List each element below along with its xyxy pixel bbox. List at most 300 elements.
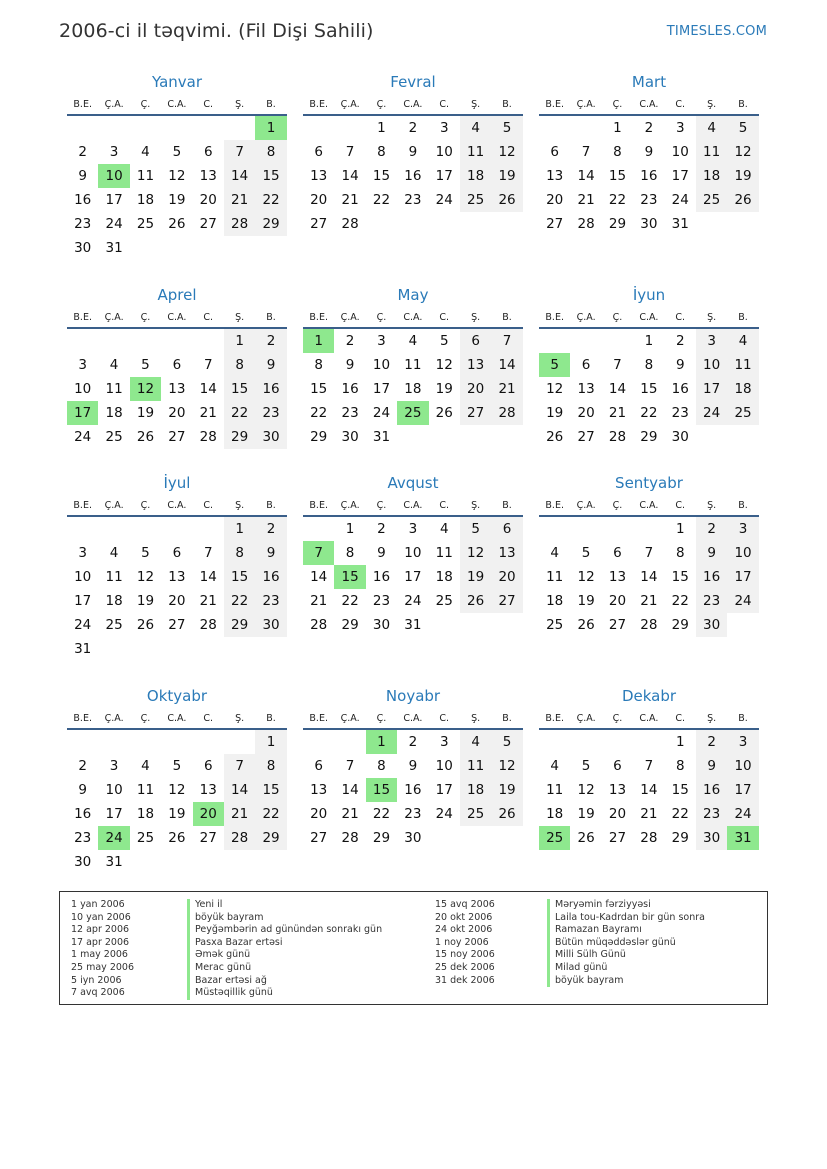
day-cell[interactable]: 26	[136, 429, 155, 445]
day-cell[interactable]: 28	[577, 216, 595, 232]
day-cell[interactable]: 1	[303, 329, 334, 353]
day-cell[interactable]: 18	[546, 806, 564, 822]
day-cell[interactable]: 7	[303, 541, 334, 565]
day-cell[interactable]: 23	[671, 405, 689, 421]
day-cell[interactable]: 24	[372, 405, 391, 421]
day-cell[interactable]: 25	[105, 429, 123, 445]
day-cell[interactable]: 31	[105, 854, 123, 870]
day-cell[interactable]: 30	[74, 240, 92, 256]
day-cell[interactable]: 23	[404, 192, 422, 208]
day-cell[interactable]: 5	[141, 357, 150, 373]
day-cell[interactable]: 23	[640, 192, 658, 208]
day-cell[interactable]: 1	[255, 116, 286, 140]
day-cell[interactable]: 20	[460, 377, 491, 401]
day-cell[interactable]: 11	[105, 381, 123, 397]
day-cell[interactable]: 30	[255, 425, 286, 449]
day-cell[interactable]: 26	[727, 188, 758, 212]
day-cell[interactable]: 27	[577, 429, 595, 445]
day-cell[interactable]: 26	[546, 429, 564, 445]
day-cell[interactable]: 10	[435, 144, 453, 160]
day-cell[interactable]: 28	[310, 617, 328, 633]
day-cell[interactable]: 31	[727, 826, 758, 850]
day-cell[interactable]: 10	[74, 381, 92, 397]
day-cell[interactable]: 9	[78, 782, 87, 798]
day-cell[interactable]: 16	[74, 806, 92, 822]
day-cell[interactable]: 27	[310, 830, 328, 846]
day-cell[interactable]: 22	[341, 593, 359, 609]
day-cell[interactable]: 18	[727, 377, 758, 401]
day-cell[interactable]: 14	[577, 168, 595, 184]
day-cell[interactable]: 19	[136, 405, 155, 421]
day-cell[interactable]: 10	[435, 758, 453, 774]
day-cell[interactable]: 30	[372, 617, 391, 633]
day-cell[interactable]: 23	[372, 593, 391, 609]
day-cell[interactable]: 25	[727, 401, 758, 425]
day-cell[interactable]: 20	[168, 593, 186, 609]
day-cell[interactable]: 8	[255, 140, 286, 164]
day-cell[interactable]: 7	[224, 140, 255, 164]
day-cell[interactable]: 31	[74, 641, 92, 657]
day-cell[interactable]: 7	[491, 329, 522, 353]
day-cell[interactable]: 17	[372, 381, 391, 397]
day-cell[interactable]: 11	[136, 782, 155, 798]
day-cell[interactable]: 5	[491, 116, 522, 140]
day-cell[interactable]: 1	[255, 730, 286, 754]
day-cell[interactable]: 4	[460, 730, 491, 754]
day-cell[interactable]: 25	[546, 617, 564, 633]
day-cell[interactable]: 5	[141, 545, 150, 561]
day-cell[interactable]: 13	[608, 569, 627, 585]
day-cell[interactable]: 22	[671, 806, 689, 822]
day-cell[interactable]: 24	[671, 192, 689, 208]
day-cell[interactable]: 30	[74, 854, 92, 870]
day-cell[interactable]: 15	[334, 565, 365, 589]
day-cell[interactable]: 4	[696, 116, 727, 140]
day-cell[interactable]: 29	[224, 425, 255, 449]
day-cell[interactable]: 31	[372, 429, 391, 445]
day-cell[interactable]: 8	[377, 758, 386, 774]
day-cell[interactable]: 28	[640, 830, 658, 846]
day-cell[interactable]: 15	[372, 168, 391, 184]
day-cell[interactable]: 18	[136, 192, 155, 208]
day-cell[interactable]: 2	[644, 120, 654, 136]
day-cell[interactable]: 18	[105, 405, 123, 421]
day-cell[interactable]: 18	[460, 778, 491, 802]
day-cell[interactable]: 25	[435, 593, 453, 609]
day-cell[interactable]: 7	[644, 758, 654, 774]
day-cell[interactable]: 3	[78, 357, 87, 373]
day-cell[interactable]: 11	[460, 754, 491, 778]
day-cell[interactable]: 27	[460, 401, 491, 425]
day-cell[interactable]: 17	[696, 377, 727, 401]
day-cell[interactable]: 13	[310, 782, 328, 798]
day-cell[interactable]: 12	[435, 357, 453, 373]
day-cell[interactable]: 22	[224, 401, 255, 425]
day-cell[interactable]: 29	[372, 830, 391, 846]
day-cell[interactable]: 1	[675, 521, 685, 537]
day-cell[interactable]: 26	[491, 802, 522, 826]
day-cell[interactable]: 1	[377, 120, 386, 136]
day-cell[interactable]: 22	[255, 188, 286, 212]
day-cell[interactable]: 11	[546, 782, 564, 798]
day-cell[interactable]: 6	[172, 545, 182, 561]
day-cell[interactable]: 12	[491, 140, 522, 164]
day-cell[interactable]: 22	[372, 192, 391, 208]
day-cell[interactable]: 14	[491, 353, 522, 377]
day-cell[interactable]: 30	[671, 429, 689, 445]
day-cell[interactable]: 26	[435, 405, 453, 421]
day-cell[interactable]: 4	[141, 758, 150, 774]
day-cell[interactable]: 11	[727, 353, 758, 377]
day-cell[interactable]: 16	[671, 381, 689, 397]
day-cell[interactable]: 14	[608, 381, 627, 397]
day-cell[interactable]: 14	[341, 168, 359, 184]
day-cell[interactable]: 4	[109, 545, 119, 561]
day-cell[interactable]: 3	[696, 329, 727, 353]
day-cell[interactable]: 24	[435, 192, 453, 208]
day-cell[interactable]: 15	[608, 168, 627, 184]
day-cell[interactable]: 27	[491, 589, 522, 613]
day-cell[interactable]: 18	[404, 381, 422, 397]
day-cell[interactable]: 27	[168, 429, 186, 445]
day-cell[interactable]: 9	[644, 144, 654, 160]
day-cell[interactable]: 11	[435, 545, 453, 561]
day-cell[interactable]: 21	[608, 405, 627, 421]
day-cell[interactable]: 4	[439, 521, 449, 537]
day-cell[interactable]: 1	[613, 120, 622, 136]
day-cell[interactable]: 23	[255, 401, 286, 425]
day-cell[interactable]: 25	[696, 188, 727, 212]
day-cell[interactable]: 4	[408, 333, 418, 349]
day-cell[interactable]: 10	[372, 357, 391, 373]
day-cell[interactable]: 23	[74, 216, 92, 232]
day-cell[interactable]: 18	[435, 569, 453, 585]
day-cell[interactable]: 16	[74, 192, 92, 208]
day-cell[interactable]: 26	[577, 617, 595, 633]
day-cell[interactable]: 2	[255, 517, 286, 541]
day-cell[interactable]: 8	[224, 541, 255, 565]
day-cell[interactable]: 22	[640, 405, 658, 421]
day-cell[interactable]: 15	[366, 778, 397, 802]
day-cell[interactable]: 2	[696, 517, 727, 541]
day-cell[interactable]: 21	[640, 806, 658, 822]
day-cell[interactable]: 16	[696, 565, 727, 589]
day-cell[interactable]: 8	[314, 357, 323, 373]
day-cell[interactable]: 10	[98, 164, 129, 188]
day-cell[interactable]: 17	[67, 401, 98, 425]
day-cell[interactable]: 13	[310, 168, 328, 184]
day-cell[interactable]: 12	[460, 541, 491, 565]
day-cell[interactable]: 16	[640, 168, 658, 184]
day-cell[interactable]: 14	[341, 782, 359, 798]
day-cell[interactable]: 29	[671, 830, 689, 846]
day-cell[interactable]: 5	[491, 730, 522, 754]
day-cell[interactable]: 9	[696, 754, 727, 778]
day-cell[interactable]: 30	[696, 826, 727, 850]
day-cell[interactable]: 3	[377, 333, 386, 349]
day-cell[interactable]: 6	[460, 329, 491, 353]
day-cell[interactable]: 27	[199, 216, 217, 232]
day-cell[interactable]: 14	[224, 164, 255, 188]
day-cell[interactable]: 21	[640, 593, 658, 609]
day-cell[interactable]: 19	[577, 593, 595, 609]
day-cell[interactable]: 9	[345, 357, 355, 373]
day-cell[interactable]: 9	[255, 541, 286, 565]
day-cell[interactable]: 17	[404, 569, 422, 585]
day-cell[interactable]: 27	[546, 216, 564, 232]
day-cell[interactable]: 22	[255, 802, 286, 826]
day-cell[interactable]: 10	[74, 569, 92, 585]
day-cell[interactable]: 28	[640, 617, 658, 633]
day-cell[interactable]: 1	[345, 521, 355, 537]
day-cell[interactable]: 11	[546, 569, 564, 585]
day-cell[interactable]: 6	[314, 758, 323, 774]
day-cell[interactable]: 25	[105, 617, 123, 633]
day-cell[interactable]: 25	[397, 401, 428, 425]
day-cell[interactable]: 10	[696, 353, 727, 377]
day-cell[interactable]: 26	[136, 617, 155, 633]
day-cell[interactable]: 30	[640, 216, 658, 232]
day-cell[interactable]: 8	[675, 545, 685, 561]
day-cell[interactable]: 7	[345, 758, 355, 774]
day-cell[interactable]: 6	[172, 357, 182, 373]
day-cell[interactable]: 23	[255, 589, 286, 613]
day-cell[interactable]: 19	[435, 381, 453, 397]
day-cell[interactable]: 22	[608, 192, 627, 208]
day-cell[interactable]: 21	[199, 593, 217, 609]
day-cell[interactable]: 24	[98, 826, 129, 850]
day-cell[interactable]: 3	[109, 144, 119, 160]
day-cell[interactable]: 8	[377, 144, 386, 160]
day-cell[interactable]: 4	[141, 144, 150, 160]
day-cell[interactable]: 26	[460, 589, 491, 613]
day-cell[interactable]: 29	[608, 216, 627, 232]
day-cell[interactable]: 2	[408, 734, 418, 750]
day-cell[interactable]: 5	[172, 144, 182, 160]
day-cell[interactable]: 3	[408, 521, 418, 537]
day-cell[interactable]: 15	[255, 164, 286, 188]
day-cell[interactable]: 24	[727, 802, 758, 826]
day-cell[interactable]: 11	[136, 168, 155, 184]
day-cell[interactable]: 17	[105, 192, 123, 208]
day-cell[interactable]: 22	[310, 405, 328, 421]
day-cell[interactable]: 21	[199, 405, 217, 421]
day-cell[interactable]: 12	[491, 754, 522, 778]
day-cell[interactable]: 15	[310, 381, 328, 397]
day-cell[interactable]: 28	[224, 826, 255, 850]
day-cell[interactable]: 11	[105, 569, 123, 585]
day-cell[interactable]: 14	[640, 569, 658, 585]
day-cell[interactable]: 24	[105, 216, 123, 232]
day-cell[interactable]: 1	[224, 517, 255, 541]
day-cell[interactable]: 13	[577, 381, 595, 397]
day-cell[interactable]: 9	[408, 758, 418, 774]
day-cell[interactable]: 3	[727, 517, 758, 541]
day-cell[interactable]: 29	[671, 617, 689, 633]
day-cell[interactable]: 10	[727, 541, 758, 565]
day-cell[interactable]: 21	[577, 192, 595, 208]
day-cell[interactable]: 13	[546, 168, 564, 184]
day-cell[interactable]: 20	[608, 806, 627, 822]
day-cell[interactable]: 13	[168, 569, 186, 585]
day-cell[interactable]: 19	[546, 405, 564, 421]
day-cell[interactable]: 16	[404, 782, 422, 798]
day-cell[interactable]: 15	[671, 569, 689, 585]
day-cell[interactable]: 9	[675, 357, 685, 373]
day-cell[interactable]: 8	[224, 353, 255, 377]
day-cell[interactable]: 13	[199, 782, 217, 798]
day-cell[interactable]: 21	[224, 802, 255, 826]
day-cell[interactable]: 5	[727, 116, 758, 140]
day-cell[interactable]: 7	[203, 357, 213, 373]
day-cell[interactable]: 3	[109, 758, 119, 774]
day-cell[interactable]: 4	[460, 116, 491, 140]
day-cell[interactable]: 2	[408, 120, 418, 136]
day-cell[interactable]: 7	[203, 545, 213, 561]
day-cell[interactable]: 23	[74, 830, 92, 846]
day-cell[interactable]: 20	[199, 192, 217, 208]
day-cell[interactable]: 23	[696, 589, 727, 613]
day-cell[interactable]: 9	[78, 168, 87, 184]
day-cell[interactable]: 20	[491, 565, 522, 589]
day-cell[interactable]: 29	[640, 429, 658, 445]
day-cell[interactable]: 21	[491, 377, 522, 401]
day-cell[interactable]: 25	[539, 826, 570, 850]
day-cell[interactable]: 27	[608, 830, 627, 846]
day-cell[interactable]: 30	[696, 613, 727, 637]
day-cell[interactable]: 28	[608, 429, 627, 445]
day-cell[interactable]: 18	[460, 164, 491, 188]
day-cell[interactable]: 14	[199, 569, 217, 585]
day-cell[interactable]: 6	[314, 144, 323, 160]
brand-link[interactable]: TIMESLES.COM	[666, 24, 767, 39]
day-cell[interactable]: 2	[696, 730, 727, 754]
day-cell[interactable]: 16	[255, 377, 286, 401]
day-cell[interactable]: 15	[255, 778, 286, 802]
day-cell[interactable]: 8	[644, 357, 654, 373]
day-cell[interactable]: 1	[224, 329, 255, 353]
day-cell[interactable]: 8	[345, 545, 355, 561]
day-cell[interactable]: 12	[577, 782, 595, 798]
day-cell[interactable]: 6	[613, 758, 622, 774]
day-cell[interactable]: 2	[78, 758, 87, 774]
day-cell[interactable]: 6	[491, 517, 522, 541]
day-cell[interactable]: 26	[168, 216, 186, 232]
day-cell[interactable]: 17	[74, 593, 92, 609]
day-cell[interactable]: 27	[199, 830, 217, 846]
day-cell[interactable]: 12	[546, 381, 564, 397]
day-cell[interactable]: 20	[310, 806, 328, 822]
day-cell[interactable]: 23	[404, 806, 422, 822]
day-cell[interactable]: 3	[439, 734, 449, 750]
day-cell[interactable]: 5	[581, 545, 591, 561]
day-cell[interactable]: 26	[491, 188, 522, 212]
day-cell[interactable]: 29	[224, 613, 255, 637]
day-cell[interactable]: 20	[546, 192, 564, 208]
day-cell[interactable]: 10	[105, 782, 123, 798]
day-cell[interactable]: 19	[577, 806, 595, 822]
day-cell[interactable]: 7	[345, 144, 355, 160]
day-cell[interactable]: 29	[341, 617, 359, 633]
day-cell[interactable]: 24	[435, 806, 453, 822]
day-cell[interactable]: 21	[341, 806, 359, 822]
day-cell[interactable]: 2	[377, 521, 386, 537]
day-cell[interactable]: 15	[671, 782, 689, 798]
day-cell[interactable]: 14	[310, 569, 328, 585]
day-cell[interactable]: 14	[640, 782, 658, 798]
day-cell[interactable]: 29	[255, 212, 286, 236]
day-cell[interactable]: 22	[671, 593, 689, 609]
day-cell[interactable]: 20	[608, 593, 627, 609]
day-cell[interactable]: 19	[491, 164, 522, 188]
day-cell[interactable]: 23	[696, 802, 727, 826]
day-cell[interactable]: 25	[136, 216, 155, 232]
day-cell[interactable]: 25	[460, 802, 491, 826]
day-cell[interactable]: 17	[727, 778, 758, 802]
day-cell[interactable]: 20	[310, 192, 328, 208]
day-cell[interactable]: 16	[255, 565, 286, 589]
day-cell[interactable]: 2	[255, 329, 286, 353]
day-cell[interactable]: 28	[199, 617, 217, 633]
day-cell[interactable]: 9	[255, 353, 286, 377]
day-cell[interactable]: 20	[577, 405, 595, 421]
day-cell[interactable]: 17	[727, 565, 758, 589]
day-cell[interactable]: 3	[439, 120, 449, 136]
day-cell[interactable]: 24	[74, 617, 92, 633]
day-cell[interactable]: 28	[491, 401, 522, 425]
day-cell[interactable]: 19	[460, 565, 491, 589]
day-cell[interactable]: 5	[581, 758, 591, 774]
day-cell[interactable]: 6	[203, 758, 213, 774]
day-cell[interactable]: 29	[310, 429, 328, 445]
day-cell[interactable]: 15	[640, 381, 658, 397]
day-cell[interactable]: 12	[168, 782, 186, 798]
day-cell[interactable]: 31	[105, 240, 123, 256]
day-cell[interactable]: 13	[168, 381, 186, 397]
day-cell[interactable]: 9	[696, 541, 727, 565]
day-cell[interactable]: 1	[675, 734, 685, 750]
day-cell[interactable]: 11	[460, 140, 491, 164]
day-cell[interactable]: 8	[675, 758, 685, 774]
day-cell[interactable]: 20	[193, 802, 224, 826]
day-cell[interactable]: 31	[671, 216, 689, 232]
day-cell[interactable]: 19	[168, 192, 186, 208]
day-cell[interactable]: 3	[675, 120, 685, 136]
day-cell[interactable]: 3	[78, 545, 87, 561]
day-cell[interactable]: 24	[74, 429, 92, 445]
day-cell[interactable]: 15	[224, 565, 255, 589]
day-cell[interactable]: 19	[168, 806, 186, 822]
day-cell[interactable]: 27	[608, 617, 627, 633]
day-cell[interactable]: 13	[608, 782, 627, 798]
day-cell[interactable]: 9	[408, 144, 418, 160]
day-cell[interactable]: 6	[550, 144, 559, 160]
day-cell[interactable]: 26	[577, 830, 595, 846]
day-cell[interactable]: 10	[404, 545, 422, 561]
day-cell[interactable]: 27	[168, 617, 186, 633]
day-cell[interactable]: 7	[644, 545, 654, 561]
day-cell[interactable]: 2	[675, 333, 685, 349]
day-cell[interactable]: 13	[491, 541, 522, 565]
day-cell[interactable]: 5	[539, 353, 570, 377]
day-cell[interactable]: 17	[105, 806, 123, 822]
day-cell[interactable]: 4	[109, 357, 119, 373]
day-cell[interactable]: 21	[310, 593, 328, 609]
day-cell[interactable]: 24	[696, 401, 727, 425]
day-cell[interactable]: 26	[168, 830, 186, 846]
day-cell[interactable]: 30	[404, 830, 422, 846]
day-cell[interactable]: 12	[168, 168, 186, 184]
